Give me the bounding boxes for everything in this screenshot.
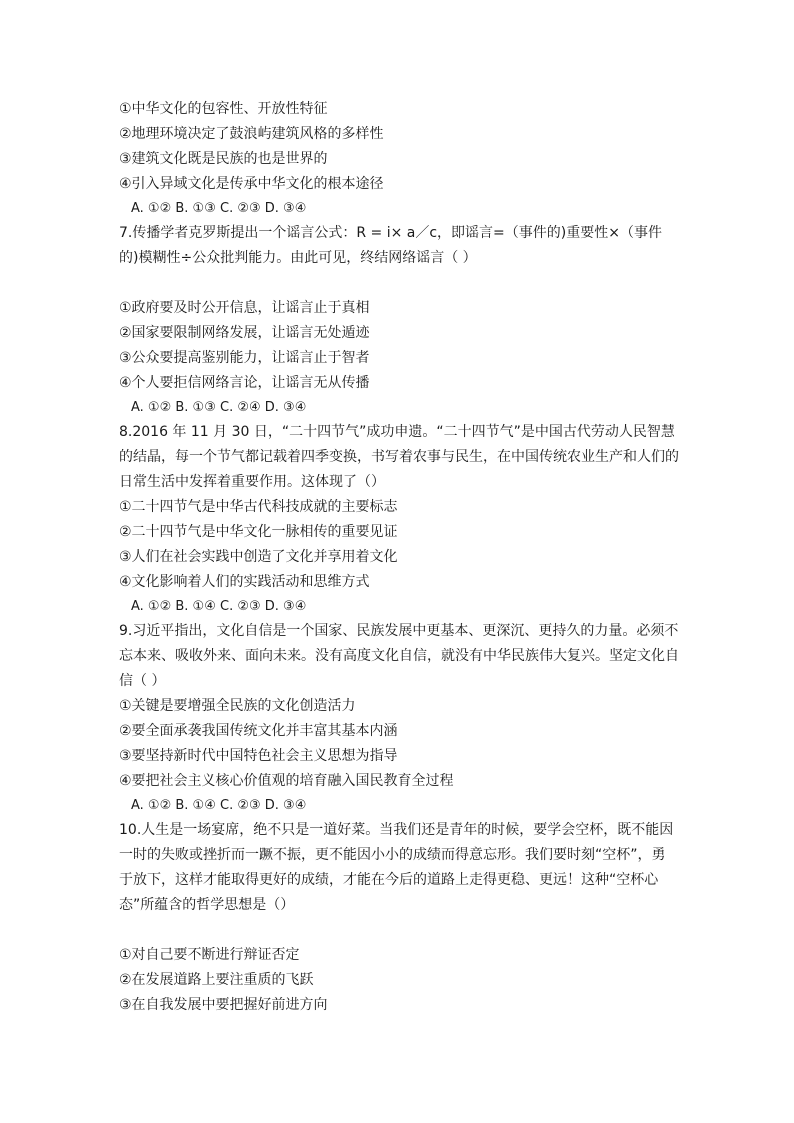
q7-item-3: ③公众要提高鉴别能力，让谣言止于智者 [119,350,370,366]
q9-item-1: ①关键是要增强全民族的文化创造活力 [119,698,356,714]
question-content [119,97,679,1018]
blank-line [119,271,679,296]
q9-item-2: ②要全面承袭我国传统文化并丰富其基本内涵 [119,723,398,739]
q10-stem: 10.人生是一场宴席，绝不只是一道好菜。当我们还是青年的时候，要学会空杯，既不能因一时的失败或挫折而一蹶不振，更不能因小小的成绩而得意忘形。我们要时刻“空杯”，勇于放下，这样才能取得更好的成绩，才能在今后的道路上走得更稳、更远！这种“空杯心态”所蕴含的哲学思想是（） [119,822,674,913]
q10-item-2: ②在发展道路上要注重质的飞跃 [119,972,314,988]
q9-item-3: ③要坚持新时代中国特色社会主义思想为指导 [119,748,398,764]
q7-item-2: ②国家要限制网络发展，让谣言无处遁迹 [119,325,370,341]
q6-item-1: ①中华文化的包容性、开放性特征 [119,101,328,117]
q7-stem: 7.传播学者克罗斯提出一个谣言公式：R = i× a／c，即谣言=（事件的)重要性×（事件的)模糊性÷公众批判能力。由此可见，终结网络谣言（ ） [119,225,662,266]
question-8 [119,420,679,619]
q8-item-3: ③人们在社会实践中创造了文化并享用着文化 [119,549,398,565]
q7-item-1: ①政府要及时公开信息，让谣言止于真相 [119,300,370,316]
q8-item-2: ②二十四节气是中华文化一脉相传的重要见证 [119,524,398,540]
blank-line [119,918,679,943]
q9-options: A. ①② B. ①④ C. ②③ D. ③④ [131,798,307,813]
question-9 [119,619,679,818]
q10-item-3: ③在自我发展中要把握好前进方向 [119,997,328,1013]
q7-item-4: ④个人要拒信网络言论，让谣言无从传播 [119,375,370,391]
q10-item-1: ①对自己要不断进行辩证否定 [119,947,300,963]
q6-item-2: ②地理环境决定了鼓浪屿建筑风格的多样性 [119,126,384,142]
question-7 [119,221,679,420]
q8-item-1: ①二十四节气是中华古代科技成就的主要标志 [119,499,398,515]
q8-item-4: ④文化影响着人们的实践活动和思维方式 [119,574,370,590]
q6-item-4: ④引入异域文化是传承中华文化的根本途径 [119,176,384,192]
q8-stem: 8.2016 年 11 月 30 日，“二十四节气”成功申遗。“二十四节气”是中国古代劳动人民智慧的结晶，每一个节气都记载着四季变换，书写着农事与民生，在中国传统农业生产和人们的日常生活中发挥着重要作用。这体现了（） [119,424,679,490]
question-6 [119,97,679,221]
question-10 [119,818,679,1018]
q9-stem: 9.习近平指出，文化自信是一个国家、民族发展中更基本、更深沉、更持久的力量。必须不忘本来、吸收外来、面向未来。没有高度文化自信，就没有中华民族伟大复兴。坚定文化自信（ ） [119,623,679,689]
q6-item-3: ③建筑文化既是民族的也是世界的 [119,151,328,167]
q6-options: A. ①② B. ①③ C. ②③ D. ③④ [131,201,307,216]
q8-options: A. ①② B. ①④ C. ②③ D. ③④ [131,599,307,614]
q9-item-4: ④要把社会主义核心价值观的培育融入国民教育全过程 [119,773,454,789]
q7-options: A. ①② B. ①③ C. ②④ D. ③④ [131,400,307,415]
